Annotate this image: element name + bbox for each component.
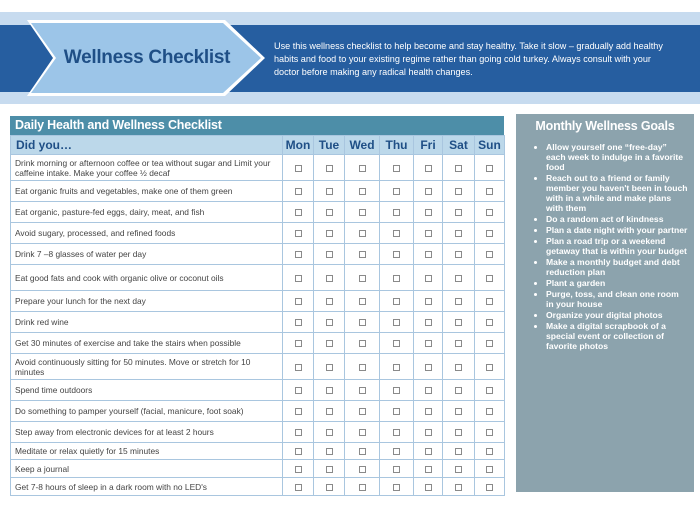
checkbox[interactable] [359, 209, 366, 216]
day-cell [380, 478, 414, 496]
checkbox[interactable] [393, 340, 400, 347]
table-row [11, 460, 505, 478]
checkbox[interactable] [455, 408, 462, 415]
checkbox[interactable] [486, 408, 493, 415]
goal-item: • Do a random act of kindness [546, 214, 688, 224]
day-cell [345, 460, 380, 478]
checkbox[interactable] [295, 319, 302, 326]
day-cell [475, 401, 505, 422]
checkbox[interactable] [359, 484, 366, 491]
day-cell [380, 265, 414, 291]
checkbox[interactable] [326, 429, 333, 436]
day-cell [345, 181, 380, 202]
day-cell [283, 312, 314, 333]
day-cell [414, 202, 443, 223]
checkbox[interactable] [425, 448, 432, 455]
checkbox[interactable] [326, 448, 333, 455]
day-cell [345, 312, 380, 333]
day-cell [443, 202, 475, 223]
checkbox[interactable] [393, 429, 400, 436]
checkbox[interactable] [326, 364, 333, 371]
task-label: Drink 7 –8 glasses of water per day [11, 244, 283, 265]
day-cell [283, 478, 314, 496]
day-cell [345, 155, 380, 181]
day-cell [475, 354, 505, 380]
checkbox[interactable] [455, 387, 462, 394]
task-label: Eat organic, pasture-fed eggs, dairy, meat, and fish [11, 202, 283, 223]
day-cell [283, 460, 314, 478]
day-cell [345, 443, 380, 460]
day-cell [475, 244, 505, 265]
checkbox[interactable] [455, 340, 462, 347]
day-cell [414, 443, 443, 460]
checkbox[interactable] [326, 298, 333, 305]
checkbox[interactable] [425, 340, 432, 347]
day-cell [414, 291, 443, 312]
day-cell [443, 312, 475, 333]
checklist-title: Daily Health and Wellness Checklist [10, 116, 504, 135]
checkbox[interactable] [486, 230, 493, 237]
intro-text: Use this wellness checklist to help become and stay healthy. Take it slow – gradually add healthy habits and food to your existing regime rather than going cold turkey. Always consult with your doctor before making any radical health changes. [274, 41, 663, 77]
checkbox[interactable] [393, 484, 400, 491]
checkbox[interactable] [425, 387, 432, 394]
checkbox[interactable] [425, 364, 432, 371]
checkbox[interactable] [359, 230, 366, 237]
task-label: Prepare your lunch for the next day [11, 291, 283, 312]
task-label: Avoid continuously sitting for 50 minutes. Move or stretch for 10 minutes [11, 354, 283, 380]
day-cell [283, 265, 314, 291]
checkbox[interactable] [486, 466, 493, 473]
day-cell [380, 244, 414, 265]
checkbox[interactable] [486, 251, 493, 258]
checkbox[interactable] [359, 466, 366, 473]
task-label: Meditate or relax quietly for 15 minutes [11, 443, 283, 460]
day-cell [380, 460, 414, 478]
checkbox[interactable] [326, 340, 333, 347]
day-cell [414, 401, 443, 422]
day-header: Wed [345, 136, 380, 155]
table-row [11, 443, 505, 460]
checkbox[interactable] [393, 230, 400, 237]
day-cell [414, 478, 443, 496]
checkbox[interactable] [393, 275, 400, 282]
day-cell [380, 291, 414, 312]
checkbox[interactable] [359, 165, 366, 172]
day-cell [314, 202, 345, 223]
checkbox[interactable] [393, 319, 400, 326]
day-cell [475, 223, 505, 244]
table-row [11, 155, 505, 181]
goal-item: • Plan a road trip or a weekend getaway that is within your budget [546, 236, 688, 256]
task-label: Get 7-8 hours of sleep in a dark room with no LED's [11, 478, 283, 496]
checkbox[interactable] [295, 298, 302, 305]
day-cell [475, 291, 505, 312]
table-row [11, 312, 505, 333]
checkbox[interactable] [486, 387, 493, 394]
day-cell [380, 155, 414, 181]
page-title: Wellness Checklist [63, 47, 231, 68]
day-cell [475, 478, 505, 496]
day-cell [414, 244, 443, 265]
checkbox[interactable] [326, 466, 333, 473]
checkbox[interactable] [455, 448, 462, 455]
day-cell [380, 380, 414, 401]
table-row [11, 354, 505, 380]
checkbox[interactable] [455, 251, 462, 258]
day-cell [283, 223, 314, 244]
day-cell [314, 333, 345, 354]
day-cell [414, 312, 443, 333]
day-cell [345, 244, 380, 265]
day-cell [443, 265, 475, 291]
checkbox[interactable] [486, 484, 493, 491]
checkbox[interactable] [359, 251, 366, 258]
day-cell [380, 312, 414, 333]
checkbox[interactable] [486, 340, 493, 347]
day-cell [414, 223, 443, 244]
day-cell [380, 354, 414, 380]
day-cell [283, 244, 314, 265]
day-cell [314, 181, 345, 202]
table-row [11, 380, 505, 401]
day-cell [380, 443, 414, 460]
checkbox[interactable] [393, 466, 400, 473]
checkbox[interactable] [455, 466, 462, 473]
goal-item: • Make a digital scrapbook of a special event or collection of favorite photos [546, 321, 688, 351]
day-cell [475, 333, 505, 354]
goal-item: • Plan a date night with your partner [546, 225, 688, 235]
day-cell [380, 181, 414, 202]
checkbox[interactable] [295, 165, 302, 172]
day-cell [380, 422, 414, 443]
goal-item: • Plant a garden [546, 278, 688, 288]
day-cell [314, 401, 345, 422]
checkbox[interactable] [295, 364, 302, 371]
day-cell [314, 443, 345, 460]
checkbox[interactable] [295, 340, 302, 347]
day-cell [443, 354, 475, 380]
table-row [11, 223, 505, 244]
checkbox[interactable] [359, 340, 366, 347]
table-row [11, 422, 505, 443]
checkbox[interactable] [359, 448, 366, 455]
checkbox[interactable] [455, 165, 462, 172]
day-cell [443, 401, 475, 422]
checkbox[interactable] [425, 165, 432, 172]
day-cell [414, 181, 443, 202]
checkbox[interactable] [326, 165, 333, 172]
checkbox[interactable] [326, 188, 333, 195]
table-row [11, 333, 505, 354]
day-cell [443, 155, 475, 181]
checkbox[interactable] [486, 298, 493, 305]
checkbox[interactable] [295, 408, 302, 415]
goal-item: • Purge, toss, and clean one room in your house [546, 289, 688, 309]
checkbox[interactable] [295, 429, 302, 436]
checkbox[interactable] [455, 484, 462, 491]
day-cell [414, 422, 443, 443]
day-cell [414, 155, 443, 181]
checkbox[interactable] [455, 275, 462, 282]
checkbox[interactable] [295, 230, 302, 237]
table-row [11, 291, 505, 312]
checklist-table [10, 135, 505, 496]
day-cell [345, 422, 380, 443]
day-cell [283, 354, 314, 380]
day-cell [283, 333, 314, 354]
day-cell [443, 181, 475, 202]
day-cell [283, 401, 314, 422]
checkbox[interactable] [455, 319, 462, 326]
checkbox[interactable] [359, 429, 366, 436]
day-cell [345, 401, 380, 422]
checkbox[interactable] [295, 209, 302, 216]
checkbox[interactable] [425, 484, 432, 491]
checkbox[interactable] [359, 188, 366, 195]
day-cell [443, 223, 475, 244]
checkbox[interactable] [486, 188, 493, 195]
checkbox[interactable] [393, 188, 400, 195]
day-cell [345, 291, 380, 312]
day-cell [283, 181, 314, 202]
day-cell [314, 244, 345, 265]
table-row [11, 478, 505, 496]
checkbox[interactable] [326, 319, 333, 326]
day-cell [475, 202, 505, 223]
day-cell [443, 478, 475, 496]
checkbox[interactable] [326, 230, 333, 237]
checkbox[interactable] [486, 165, 493, 172]
day-cell [283, 380, 314, 401]
table-row [11, 401, 505, 422]
checkbox[interactable] [425, 230, 432, 237]
task-label: Drink morning or afternoon coffee or tea without sugar and Limit your caffeine intake. Make your coffee ½ decaf [11, 155, 283, 181]
day-cell [414, 460, 443, 478]
table-row [11, 265, 505, 291]
day-cell [345, 380, 380, 401]
checkbox[interactable] [486, 275, 493, 282]
day-cell [314, 155, 345, 181]
checkbox[interactable] [326, 408, 333, 415]
day-cell [380, 401, 414, 422]
checkbox[interactable] [486, 319, 493, 326]
day-cell [314, 291, 345, 312]
checkbox[interactable] [393, 408, 400, 415]
checkbox[interactable] [425, 298, 432, 305]
day-cell [283, 443, 314, 460]
checkbox[interactable] [359, 275, 366, 282]
checklist-body [11, 155, 505, 496]
task-column-header: Did you… [11, 136, 283, 155]
day-cell [443, 422, 475, 443]
day-header: Thu [380, 136, 414, 155]
checkbox[interactable] [326, 387, 333, 394]
day-cell [345, 202, 380, 223]
day-cell [475, 380, 505, 401]
checkbox[interactable] [425, 275, 432, 282]
checkbox[interactable] [359, 408, 366, 415]
day-cell [475, 155, 505, 181]
day-cell [414, 380, 443, 401]
title-arrow [27, 20, 265, 96]
monthly-goals-panel [516, 114, 694, 492]
checkbox[interactable] [295, 466, 302, 473]
checkbox[interactable] [359, 298, 366, 305]
day-cell [443, 380, 475, 401]
day-cell [443, 333, 475, 354]
checkbox[interactable] [393, 165, 400, 172]
checkbox[interactable] [393, 298, 400, 305]
checkbox[interactable] [295, 188, 302, 195]
checkbox[interactable] [486, 448, 493, 455]
checkbox[interactable] [326, 251, 333, 258]
task-label: Eat good fats and cook with organic olive or coconut oils [11, 265, 283, 291]
checkbox[interactable] [455, 364, 462, 371]
checkbox[interactable] [326, 209, 333, 216]
task-label: Step away from electronic devices for at least 2 hours [11, 422, 283, 443]
day-cell [443, 460, 475, 478]
checkbox[interactable] [425, 466, 432, 473]
day-cell [314, 380, 345, 401]
daily-checklist [10, 116, 504, 496]
checkbox[interactable] [393, 251, 400, 258]
day-cell [345, 223, 380, 244]
checkbox[interactable] [425, 408, 432, 415]
day-cell [283, 202, 314, 223]
day-cell [475, 460, 505, 478]
day-cell [314, 478, 345, 496]
day-cell [443, 443, 475, 460]
checkbox[interactable] [295, 387, 302, 394]
checkbox[interactable] [393, 448, 400, 455]
day-cell [314, 422, 345, 443]
day-header: Mon [283, 136, 314, 155]
goal-item: • Organize your digital photos [546, 310, 688, 320]
task-label: Drink red wine [11, 312, 283, 333]
day-cell [283, 422, 314, 443]
checkbox[interactable] [393, 387, 400, 394]
checkbox[interactable] [455, 298, 462, 305]
day-cell [345, 478, 380, 496]
day-cell [475, 422, 505, 443]
day-cell [314, 460, 345, 478]
day-cell [345, 354, 380, 380]
goal-item: • Reach out to a friend or family member you haven't been in touch with in a while and make plans with them [546, 173, 688, 213]
goals-list [546, 142, 688, 351]
checkbox[interactable] [425, 429, 432, 436]
goals-title: Monthly Wellness Goals [535, 119, 675, 133]
checkbox[interactable] [359, 364, 366, 371]
day-cell [475, 312, 505, 333]
checkbox[interactable] [455, 230, 462, 237]
task-label: Avoid sugary, processed, and refined foods [11, 223, 283, 244]
day-header: Tue [314, 136, 345, 155]
day-cell [443, 291, 475, 312]
day-header: Sat [443, 136, 475, 155]
checkbox[interactable] [326, 484, 333, 491]
checkbox[interactable] [486, 364, 493, 371]
goal-item: • Allow yourself one “free-day” each week to indulge in a favorite food [546, 142, 688, 172]
checkbox[interactable] [425, 319, 432, 326]
checkbox[interactable] [455, 209, 462, 216]
checkbox[interactable] [455, 188, 462, 195]
checkbox[interactable] [486, 209, 493, 216]
task-label: Get 30 minutes of exercise and take the stairs when possible [11, 333, 283, 354]
table-row [11, 244, 505, 265]
day-cell [380, 333, 414, 354]
goal-item: • Make a monthly budget and debt reduction plan [546, 257, 688, 277]
day-cell [345, 265, 380, 291]
day-cell [314, 265, 345, 291]
day-cell [475, 443, 505, 460]
day-cell [414, 333, 443, 354]
day-cell [314, 312, 345, 333]
task-label: Eat organic fruits and vegetables, make one of them green [11, 181, 283, 202]
day-cell [475, 265, 505, 291]
day-header: Sun [475, 136, 505, 155]
day-cell [314, 354, 345, 380]
checkbox[interactable] [295, 275, 302, 282]
task-label: Spend time outdoors [11, 380, 283, 401]
day-cell [443, 244, 475, 265]
checkbox[interactable] [359, 387, 366, 394]
checkbox[interactable] [295, 448, 302, 455]
day-cell [314, 223, 345, 244]
checklist-header-row [11, 136, 505, 155]
day-cell [380, 223, 414, 244]
checkbox[interactable] [486, 429, 493, 436]
day-cell [414, 354, 443, 380]
day-cell [380, 202, 414, 223]
checkbox[interactable] [455, 429, 462, 436]
day-header: Fri [414, 136, 443, 155]
checkbox[interactable] [425, 209, 432, 216]
day-cell [283, 291, 314, 312]
day-cell [345, 333, 380, 354]
checkbox[interactable] [393, 364, 400, 371]
checkbox[interactable] [359, 319, 366, 326]
checkbox[interactable] [393, 209, 400, 216]
day-cell [414, 265, 443, 291]
task-label: Do something to pamper yourself (facial, manicure, foot soak) [11, 401, 283, 422]
checkbox[interactable] [326, 275, 333, 282]
checkbox[interactable] [295, 484, 302, 491]
table-row [11, 181, 505, 202]
task-label: Keep a journal [11, 460, 283, 478]
table-row [11, 202, 505, 223]
checkbox[interactable] [425, 251, 432, 258]
checkbox[interactable] [425, 188, 432, 195]
day-cell [475, 181, 505, 202]
day-cell [283, 155, 314, 181]
checkbox[interactable] [295, 251, 302, 258]
